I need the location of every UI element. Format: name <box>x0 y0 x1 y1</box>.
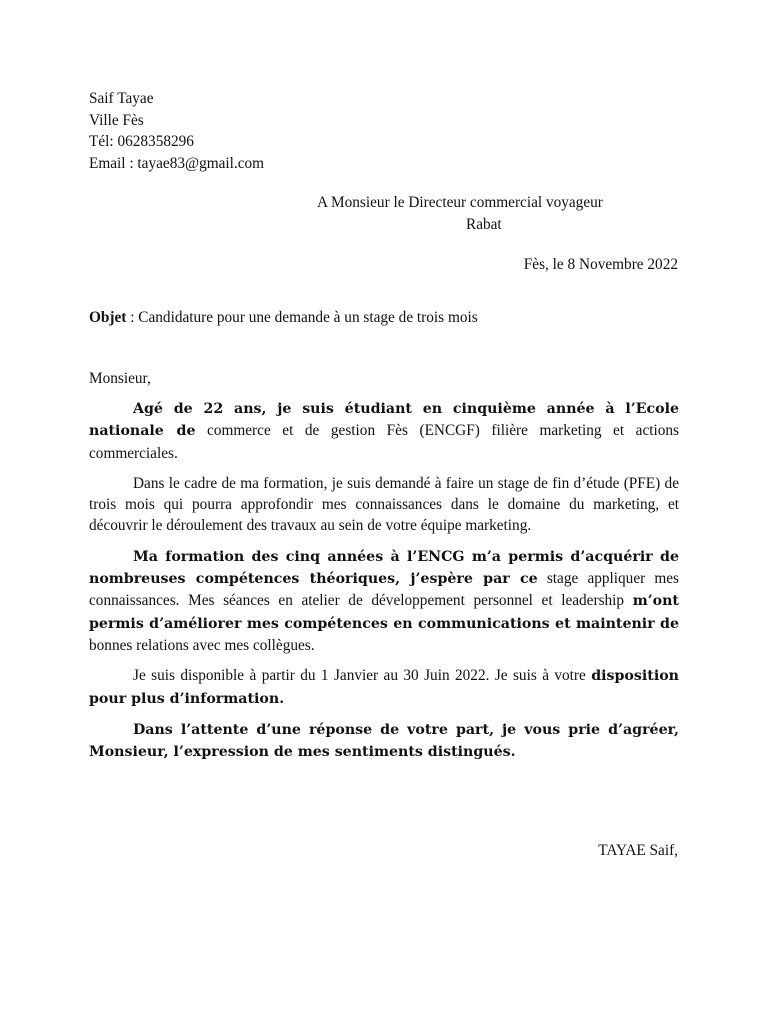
paragraph-closing <box>89 719 679 764</box>
paragraph-intro-bold: Agé de 22 ans, je suis étudiant en cinquième année à l’Ecole nationale de <box>89 401 679 440</box>
recipient-block <box>317 192 603 233</box>
sender-block <box>89 88 264 174</box>
subject-text: : Candidature pour une demande à un stage de trois mois <box>126 309 478 326</box>
paragraph-intro-rest: commerce et de gestion Fès (ENCGF) filière marketing et actions commerciales. <box>89 422 679 462</box>
recipient-city: Rabat <box>466 215 502 233</box>
paragraph-skills-regular-2: bonnes relations avec mes collègues. <box>89 636 315 654</box>
paragraph-internship <box>89 473 679 537</box>
sender-city: Ville Fès <box>89 111 144 129</box>
sender-phone: Tél: 0628358296 <box>89 133 194 150</box>
recipient-title: A Monsieur le Directeur commercial voyageur <box>317 194 603 211</box>
paragraph-availability <box>89 665 679 710</box>
paragraph-skills <box>89 546 679 656</box>
letter-body <box>89 398 679 772</box>
paragraph-closing-bold: Dans l’attente d’une réponse de votre part, je vous prie d’agréer, Monsieur, l’expression de mes sentiments distingués. <box>89 721 679 761</box>
paragraph-availability-regular: Je suis disponible à partir du 1 Janvier au 30 Juin 2022. Je suis à votre <box>133 667 592 685</box>
sender-name: Saif Tayae <box>89 90 154 107</box>
paragraph-skills-bold-1: Ma formation des cinq années à l’ENCG m’a permis d’acquérir de nombreuses compétences théoriques, j’espère par ce <box>89 548 679 588</box>
paragraph-skills-bold-2: m’ont permis d’améliorer mes compétences en communications et maintenir de <box>89 593 679 632</box>
subject-line <box>89 309 478 327</box>
subject-label: Objet <box>89 309 127 326</box>
paragraph-intro <box>89 398 679 464</box>
paragraph-internship-text: Dans le cadre de ma formation, je suis demandé à faire un stage de fin d’étude (PFE) de trois mois qui pourra approfondir mes connaissances dans le domaine du marketing, et découvrir le déroulement des travaux au sein de votre équipe marketing. <box>89 474 679 535</box>
salutation: Monsieur, <box>89 370 151 387</box>
sender-email: Email : tayae83@gmail.com <box>89 154 265 172</box>
paragraph-availability-bold: disposition pour plus d’information. <box>89 668 679 707</box>
signature: TAYAE Saif, <box>598 842 678 859</box>
letter-date: Fès, le 8 Novembre 2022 <box>523 256 678 273</box>
paragraph-skills-regular-1: stage appliquer mes connaissances. Mes séances en atelier de développement personnel et leadership <box>89 570 680 610</box>
